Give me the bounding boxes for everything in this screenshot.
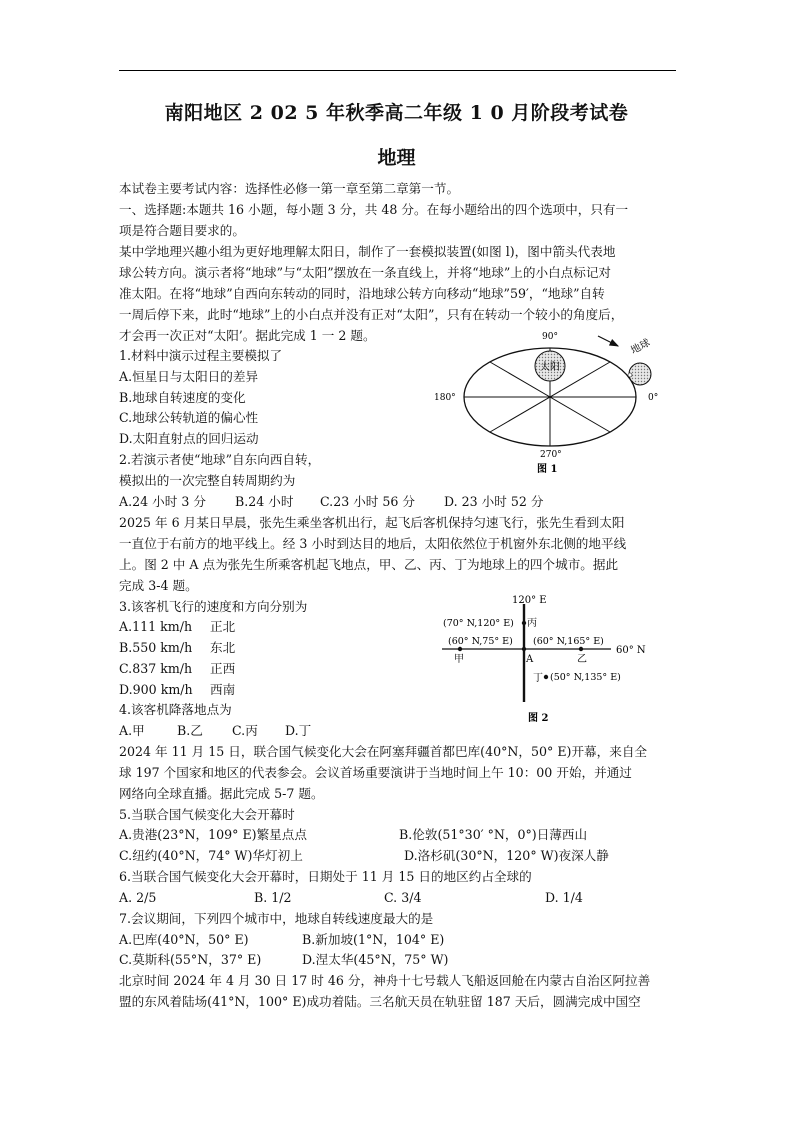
q5-option-d: D.洛杉矶(30°N，120° W)夜深人静 (404, 848, 609, 863)
q7-option-b: B.新加坡(1°N，104° E) (302, 932, 445, 947)
meridian-label: 120° E (512, 595, 547, 606)
header-rule (119, 70, 676, 71)
city-ding-coord: (50° N,135° E) (550, 672, 621, 683)
point-a-dot (522, 647, 526, 651)
angle-0-label: 0° (648, 393, 659, 403)
q6-option-b: B. 1/2 (254, 890, 292, 905)
q6-option-c: C. 3/4 (384, 890, 422, 905)
q3-option-d-speed: D.900 km/h (119, 682, 193, 697)
q2-option-b: B.24 小时 (235, 494, 294, 509)
q7-option-d: D.涅太华(45°N，75° W) (302, 952, 449, 967)
q4-option-d: D.丁 (285, 723, 312, 738)
sun-label: 太阳 (540, 362, 560, 373)
q4-option-a: A.甲 (119, 723, 145, 738)
q2-stem: 2.若演示者使“地球”自东向西自转， (119, 452, 321, 467)
angle-180-label: 180° (434, 393, 456, 403)
section1-instruction: 一、选择题:本题共 16 小题，每小题 3 分，共 48 分。在每小题给出的四个选项中，只有一 (119, 202, 629, 217)
earth-white-dot (628, 373, 632, 377)
q5-option-b: B.伦敦(51°30′ °N，0°)日薄西山 (399, 827, 588, 842)
q4-option-c: C.丙 (232, 723, 258, 738)
earth-label: 地球 (629, 337, 653, 357)
passage1-line: 准太阳。在将“地球”自西向东转动的同时，沿地球公转方向移动“地球”59′，“地球”自转 (119, 286, 605, 301)
city-ding-label: 丁 (533, 673, 543, 684)
passage2-line: 上。图 2 中 A 点为张先生所乘客机起飞地点，甲、乙、丙、丁为地球上的四个城市。据此 (119, 557, 619, 572)
angle-270-label: 270° (540, 450, 562, 460)
passage3-line: 球 197 个国家和地区的代表参会。会议首场重要演讲于当地时间上午 10：00 开始，并通过 (119, 765, 632, 780)
exam-scope: 本试卷主要考试内容：选择性必修一第一章至第二章第一节。 (119, 181, 460, 196)
q6-option-d: D. 1/4 (545, 890, 583, 905)
q3-option-c-direction: 正西 (210, 661, 236, 676)
exam-title: 南阳地区 2 02 5 年秋季高二年级 1 0 月阶段考试卷 (164, 102, 629, 124)
q3-stem: 3.该客机飞行的速度和方向分别为 (119, 599, 308, 614)
q3-option-a-direction: 正北 (210, 619, 236, 634)
city-yi-label: 乙 (577, 654, 587, 665)
q2-stem-cont: 模拟出的一次完整自转周期约为 (119, 473, 296, 488)
city-jia-dot (458, 647, 462, 651)
q7-option-c: C.莫斯科(55°N，37° E) (119, 952, 262, 967)
passage2-line: 完成 3-4 题。 (119, 578, 198, 593)
q5-option-c: C.纽约(40°N，74° W)华灯初上 (119, 848, 303, 863)
q1-stem: 1.材料中演示过程主要模拟了 (119, 348, 283, 363)
angle-90-label: 90° (542, 332, 558, 342)
passage1-line: 球公转方向。演示者将“地球”与“太阳”摆放在一条直线上，并将“地球”上的小白点标记对 (119, 265, 612, 280)
q3-option-b-direction: 东北 (210, 640, 236, 655)
passage4-line: 盟的东风着陆场(41°N，100° E)成功着陆。三名航天员在轨驻留 187 天后，圆满完成中国空 (119, 994, 641, 1009)
city-yi-coord: (60° N,165° E) (533, 636, 604, 647)
subject-title: 地理 (377, 147, 416, 169)
city-bing-coord: (70° N,120° E) (443, 618, 514, 629)
q5-stem: 5.当联合国气候变化大会开幕时 (119, 807, 295, 822)
city-jia-coord: (60° N,75° E) (448, 636, 513, 647)
q1-option-a: A.恒星日与太阳日的差异 (119, 369, 259, 384)
q2-option-d: D. 23 小时 52 分 (444, 494, 544, 509)
q2-option-c: C.23 小时 56 分 (320, 494, 416, 509)
passage3-line: 2024 年 11 月 15 日，联合国气候变化大会在阿塞拜疆首都巴库(40°N，50° E)开幕，来自全 (119, 744, 648, 759)
passage1-line: 某中学地理兴趣小组为更好地理解太阳日，制作了一套模拟装置(如图 l)，图中箭头代表地 (119, 244, 616, 259)
point-a-label: A (526, 654, 534, 665)
city-bing-label: 丙 (527, 618, 537, 629)
earth-icon (629, 363, 651, 385)
q3-option-a-speed: A.111 km/h (119, 619, 193, 634)
city-ding-dot (544, 675, 548, 679)
q1-option-d: D.太阳直射点的回归运动 (119, 431, 259, 446)
figure-2-coordinate-map (436, 590, 676, 725)
passage4-line: 北京时间 2024 年 4 月 30 日 17 时 46 分，神舟十七号载人飞船返回舱在内蒙古自治区阿拉善 (119, 973, 651, 988)
q2-option-a: A.24 小时 3 分 (119, 494, 206, 509)
passage3-line: 网络向全球直播。据此完成 5-7 题。 (119, 786, 324, 801)
q3-option-b-speed: B.550 km/h (119, 640, 193, 655)
q3-option-d-direction: 西南 (210, 682, 236, 697)
passage1-line: 一周后停下来，此时“地球”上的小白点并没有正对“太阳”，只有在转动一个较小的角度后， (119, 307, 624, 322)
figure-1-orbit-diagram (430, 326, 670, 476)
city-jia-label: 甲 (454, 654, 464, 665)
figure-2-caption: 图 2 (528, 713, 549, 724)
q4-option-b: B.乙 (177, 723, 203, 738)
passage2-line: 2025 年 6 月某日早晨，张先生乘坐客机出行，起飞后客机保持匀速飞行，张先生看到太阳 (119, 515, 625, 530)
q1-option-b: B.地球自转速度的变化 (119, 390, 246, 405)
q5-option-a: A.贵港(23°N，109° E)繁星点点 (119, 827, 307, 842)
parallel-label: 60° N (616, 645, 646, 656)
q3-option-c-speed: C.837 km/h (119, 661, 193, 676)
q7-stem: 7.会议期间，下列四个城市中，地球自转线速度最大的是 (119, 911, 434, 926)
section1-instruction-cont: 项是符合题目要求的。 (119, 223, 245, 238)
q6-option-a: A. 2/5 (119, 890, 157, 905)
passage2-line: 一直位于右前方的地平线上。经 3 小时到达目的地后，太阳依然位于机窗外东北侧的地平线 (119, 536, 627, 551)
city-bing-dot (522, 621, 526, 625)
q6-stem: 6.当联合国气候变化大会开幕时，日期处于 11 月 15 日的地区约占全球的 (119, 869, 532, 884)
q7-option-a: A.巴库(40°N，50° E) (119, 932, 249, 947)
figure-1-caption: 图 1 (537, 464, 558, 475)
q1-option-c: C.地球公转轨道的偏心性 (119, 410, 259, 425)
passage1-line: 才会再一次正对“太阳’。据此完成 1 一 2 题。 (119, 328, 376, 343)
city-yi-dot (579, 647, 583, 651)
revolution-arrow (598, 336, 618, 346)
q4-stem: 4.该客机降落地点为 (119, 702, 232, 717)
